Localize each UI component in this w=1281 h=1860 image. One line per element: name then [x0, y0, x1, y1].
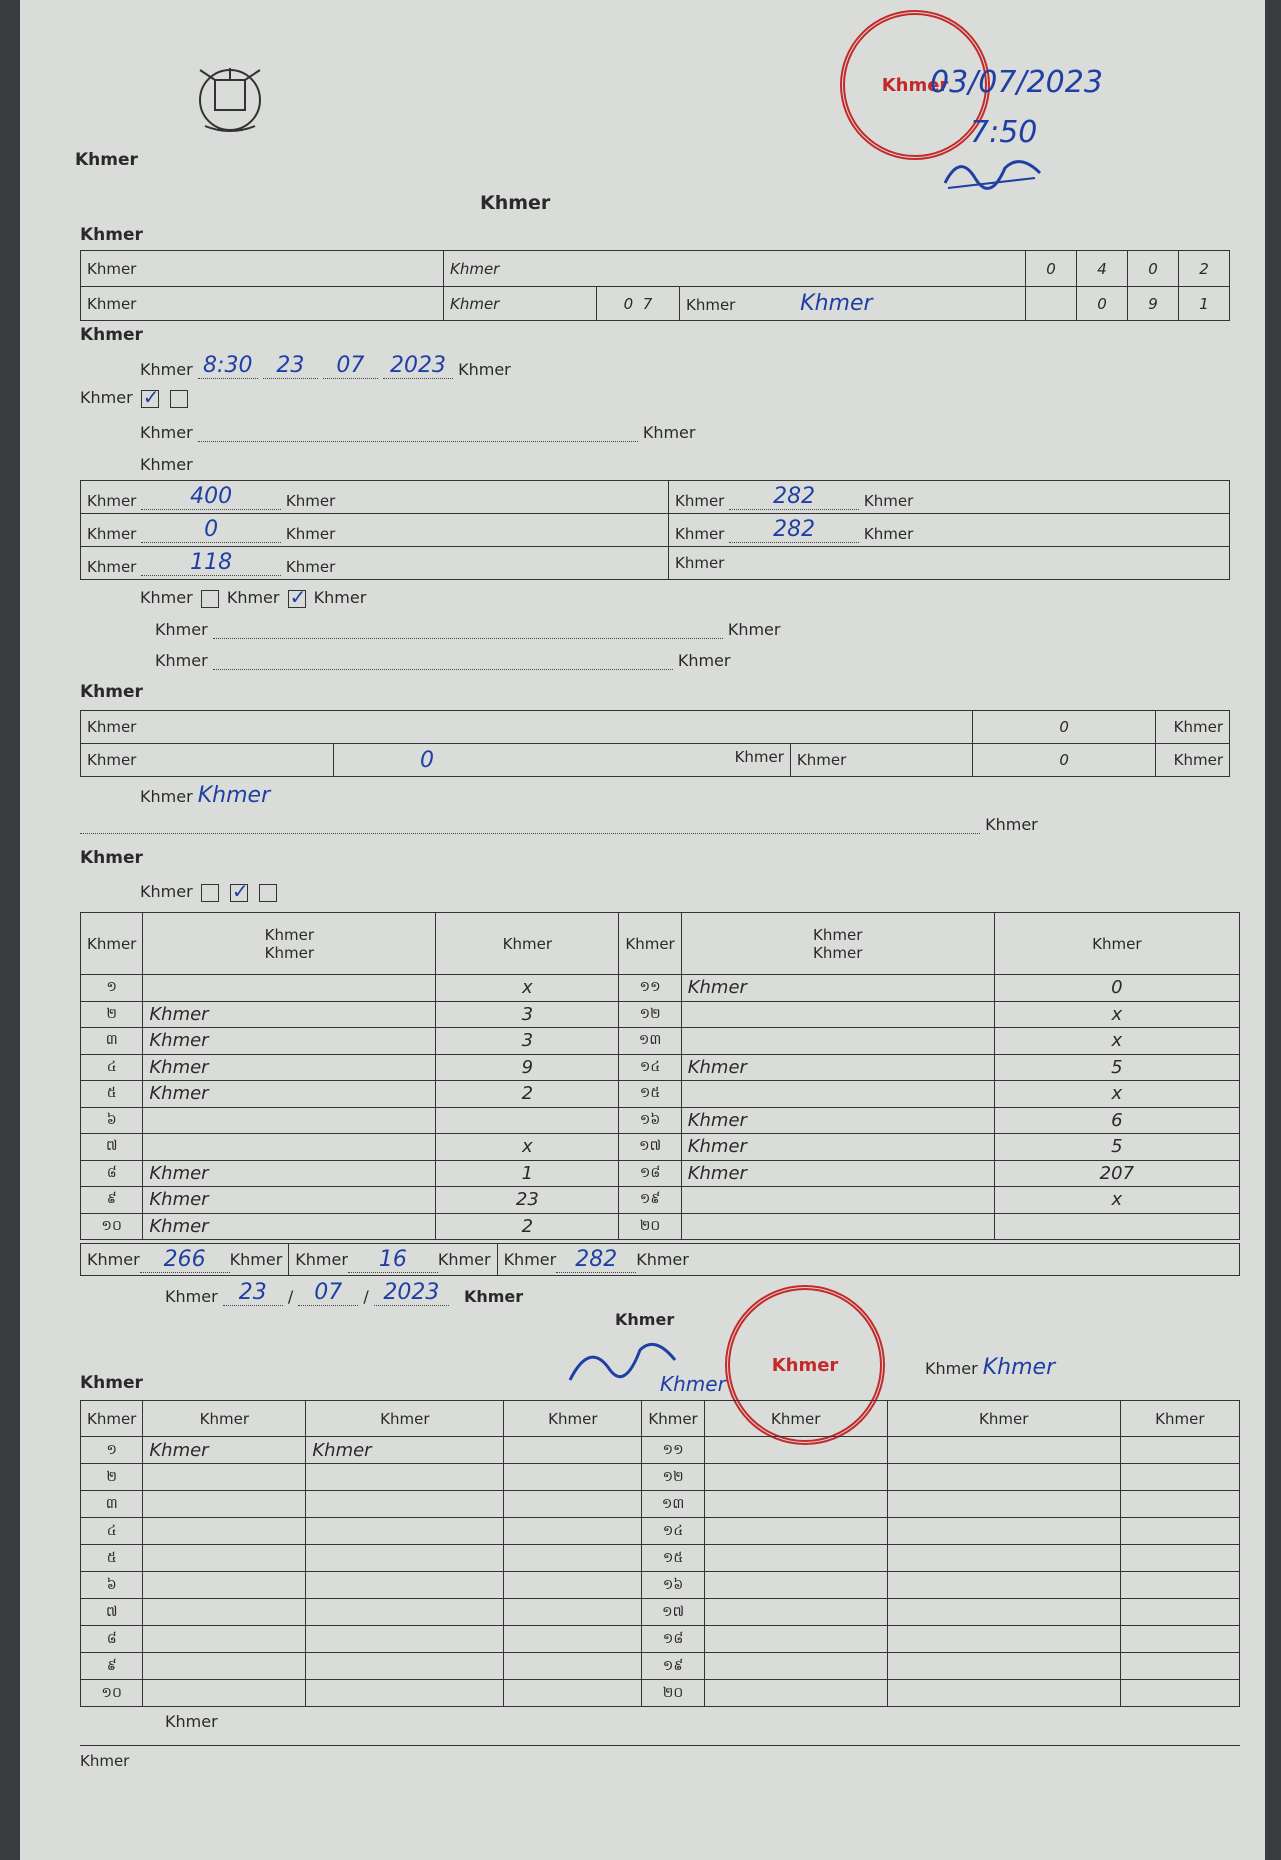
party-votes: x [994, 1187, 1239, 1214]
witness-name [704, 1437, 887, 1464]
witness-party: Khmer [306, 1437, 504, 1464]
witness-party [887, 1545, 1120, 1572]
unit-label: Khmer [1156, 744, 1230, 777]
party-name: Khmer [143, 1001, 436, 1028]
col-sign-header: Khmer [504, 1401, 642, 1437]
ballots-in-box: Khmer 282 Khmer [669, 514, 1230, 547]
row-number: ១១ [619, 975, 681, 1002]
row-number: ៣ [81, 1491, 143, 1518]
party-name: Khmer [143, 1028, 436, 1055]
one-sheet-checkbox[interactable] [201, 884, 219, 902]
table-row [81, 1160, 1240, 1187]
section2-bullet2: Khmer Khmer [155, 651, 731, 670]
box-total: 282 [556, 1247, 636, 1273]
witness-signature [504, 1464, 642, 1491]
party-votes: 5 [994, 1054, 1239, 1081]
party-name [681, 1028, 994, 1055]
section3-note: Khmer Khmer [140, 783, 271, 808]
witness-party [887, 1437, 1120, 1464]
spoiled-ballots: Khmer 0 Khmer [81, 514, 669, 547]
three-sheet-checkbox[interactable] [259, 884, 277, 902]
row-number: ៥ [81, 1545, 143, 1572]
witness-party [887, 1680, 1120, 1707]
witness-name [143, 1491, 306, 1518]
col-no-header: Khmer [642, 1401, 704, 1437]
witness-name [704, 1464, 887, 1491]
section2-title: Khmer [80, 325, 143, 345]
received-ballots: Khmer 400 Khmer [81, 481, 669, 514]
witness-name [143, 1464, 306, 1491]
section3-title: Khmer [80, 682, 143, 702]
complaints-table [80, 710, 1230, 777]
row-number: ១៣ [642, 1491, 704, 1518]
party-votes: 2 [436, 1213, 619, 1240]
table-row [81, 1572, 1240, 1599]
official-seal-bottom: Khmer [725, 1285, 885, 1445]
witness-signature [1120, 1491, 1239, 1518]
party-name: Khmer [143, 1187, 436, 1214]
table-row [81, 1626, 1240, 1653]
row-number: ៨ [81, 1626, 143, 1653]
code-digit: 0 [1026, 251, 1077, 287]
row-number: ៣ [81, 1028, 143, 1055]
party-name [143, 975, 436, 1002]
table-row [81, 1491, 1240, 1518]
row-number: ១៨ [619, 1160, 681, 1187]
party-name [143, 1134, 436, 1161]
witness-party [306, 1653, 504, 1680]
code-digit: 0 [1077, 287, 1128, 321]
polling-station-value: Khmer [444, 251, 1026, 287]
party-votes: 1 [436, 1160, 619, 1187]
witness-name [704, 1572, 887, 1599]
code-digit: 2 [1179, 251, 1230, 287]
row-number: ១ [81, 1437, 143, 1464]
footer-note: Khmer [165, 1712, 218, 1731]
province-code: 0 7 [597, 287, 680, 321]
party-votes: x [994, 1028, 1239, 1055]
stamp-date: 03/07/2023 [930, 65, 1103, 100]
section2-line4: Khmer [140, 455, 193, 474]
party-name: Khmer [681, 1160, 994, 1187]
party-name: Khmer [681, 975, 994, 1002]
witness-party [306, 1680, 504, 1707]
witness-table [80, 1400, 1240, 1707]
witness-party [887, 1626, 1120, 1653]
no-difference-checkbox[interactable] [288, 590, 306, 608]
witness-signature [504, 1437, 642, 1464]
col-party-header: Khmer [306, 1401, 504, 1437]
witness-name [704, 1599, 887, 1626]
table-row [81, 1464, 1240, 1491]
row-number: ២ [81, 1001, 143, 1028]
witness-party [306, 1599, 504, 1626]
formula: Khmer [669, 547, 1230, 580]
col-party-header: Khmer Khmer [143, 913, 436, 975]
party-name: Khmer [143, 1213, 436, 1240]
table-row [81, 1107, 1240, 1134]
table-row [81, 1081, 1240, 1108]
row-number: ៤ [81, 1518, 143, 1545]
witness-name [704, 1545, 887, 1572]
ballot-count-table [80, 480, 1230, 580]
row-number: ៧ [81, 1134, 143, 1161]
witness-party [887, 1491, 1120, 1518]
secretary-line: Khmer Khmer [925, 1355, 1056, 1380]
section4-title: Khmer [80, 848, 143, 868]
table-row [81, 1518, 1240, 1545]
witness-signature [1120, 1437, 1239, 1464]
witness-party [306, 1626, 504, 1653]
party-votes [436, 1107, 619, 1134]
witness-party [306, 1545, 504, 1572]
col-party-header: Khmer [887, 1401, 1120, 1437]
invalid-total: 16 [348, 1247, 438, 1273]
witness-name [704, 1626, 887, 1653]
col-name-header: Khmer [143, 1401, 306, 1437]
witness-signature [1120, 1464, 1239, 1491]
row-number: ២ [81, 1464, 143, 1491]
row-number: ២០ [619, 1213, 681, 1240]
table-row [81, 1001, 1240, 1028]
table-row [81, 1599, 1240, 1626]
witness-signature [1120, 1653, 1239, 1680]
row-number: ១ [81, 975, 143, 1002]
row-number: ១០ [81, 1213, 143, 1240]
witness-signature [1120, 1545, 1239, 1572]
col-no-header: Khmer [81, 1401, 143, 1437]
party-name [681, 1187, 994, 1214]
row-number: ១៩ [619, 1187, 681, 1214]
row-number: ៩ [81, 1187, 143, 1214]
unused-ballots: Khmer 118 Khmer [81, 547, 669, 580]
signature-top [940, 148, 1050, 193]
table-row [81, 1213, 1240, 1240]
witness-signature [504, 1572, 642, 1599]
row-number: ១៥ [642, 1545, 704, 1572]
witness-signature [504, 1626, 642, 1653]
witness-signature [504, 1491, 642, 1518]
witness-name: Khmer [143, 1437, 306, 1464]
resolved-label: Khmer [81, 744, 334, 777]
row-number: ៩ [81, 1653, 143, 1680]
witness-signature [504, 1653, 642, 1680]
results-table [80, 912, 1240, 1240]
table-row [81, 1028, 1240, 1055]
section2-bullet1: Khmer Khmer [155, 620, 781, 639]
witness-name [143, 1545, 306, 1572]
col-votes-header: Khmer [994, 913, 1239, 975]
party-name [681, 1001, 994, 1028]
table-row [81, 1437, 1240, 1464]
table-row [81, 1545, 1240, 1572]
section4-intro: Khmer ✓ [140, 882, 280, 902]
party-votes: x [994, 1001, 1239, 1028]
party-votes: x [994, 1081, 1239, 1108]
row-number: ៤ [81, 1054, 143, 1081]
table-row [81, 975, 1240, 1002]
polling-station-label: Khmer [81, 251, 444, 287]
party-name: Khmer [143, 1081, 436, 1108]
valid-total: 266 [140, 1247, 230, 1273]
section5-title: Khmer [80, 1373, 143, 1393]
witness-name [704, 1518, 887, 1545]
section1-title: Khmer [80, 225, 143, 245]
row-number: ១៨ [642, 1626, 704, 1653]
row-number: ៥ [81, 1081, 143, 1108]
witness-signature [1120, 1626, 1239, 1653]
witness-party [306, 1518, 504, 1545]
party-votes [994, 1213, 1239, 1240]
two-sheet-checkbox[interactable] [230, 884, 248, 902]
chair-name: Khmer [660, 1372, 726, 1396]
party-name: Khmer [143, 1160, 436, 1187]
table-row [81, 1054, 1240, 1081]
province-label: Khmer [81, 287, 444, 321]
row-number: ១៦ [619, 1107, 681, 1134]
official-seal-top: Khmer [840, 10, 990, 160]
stamp-time: 7:50 [970, 115, 1038, 150]
party-votes: 23 [436, 1187, 619, 1214]
party-votes: 3 [436, 1028, 619, 1055]
complaints-value: 0 [973, 711, 1156, 744]
party-name: Khmer [681, 1107, 994, 1134]
witness-signature [504, 1518, 642, 1545]
row-number: ១១ [642, 1437, 704, 1464]
witness-name [143, 1518, 306, 1545]
witness-party [887, 1653, 1120, 1680]
code-digit: 0 [1128, 251, 1179, 287]
col-no-header: Khmer [81, 913, 143, 975]
appeals-value: 0 [973, 744, 1156, 777]
witness-name [143, 1653, 306, 1680]
row-number: ១២ [642, 1464, 704, 1491]
witness-name [704, 1653, 887, 1680]
party-votes: 2 [436, 1081, 619, 1108]
has-difference-checkbox[interactable] [201, 590, 219, 608]
row-number: ២០ [642, 1680, 704, 1707]
chair-label: Khmer [615, 1310, 675, 1329]
org-name: Khmer [75, 150, 138, 170]
witness-name [143, 1572, 306, 1599]
row-number: ១២ [619, 1001, 681, 1028]
witness-party [887, 1599, 1120, 1626]
row-number: ១៦ [642, 1572, 704, 1599]
party-votes: 0 [994, 975, 1239, 1002]
party-votes: 6 [994, 1107, 1239, 1134]
form-title: Khmer [480, 192, 551, 214]
complaints-label: Khmer [81, 711, 973, 744]
document-page [20, 0, 1265, 1860]
row-number: ៦ [81, 1572, 143, 1599]
witness-party [306, 1464, 504, 1491]
witness-name [704, 1491, 887, 1518]
province-value: Khmer [444, 287, 597, 321]
section2-line2: Khmer ✓ [80, 388, 191, 408]
witness-party [887, 1464, 1120, 1491]
commune-label: Khmer Khmer [680, 287, 1026, 321]
footer-divider [80, 1745, 1240, 1746]
party-votes: x [436, 975, 619, 1002]
row-number: ១៤ [642, 1518, 704, 1545]
witness-party [887, 1572, 1120, 1599]
emblem-icon [185, 58, 275, 136]
appeals-label: Khmer [790, 744, 972, 777]
row-number: ៦ [81, 1107, 143, 1134]
witness-signature [1120, 1518, 1239, 1545]
col-party-header: Khmer Khmer [681, 913, 994, 975]
party-votes: x [436, 1134, 619, 1161]
table-row [81, 1187, 1240, 1214]
col-votes-header: Khmer [436, 913, 619, 975]
table-row [81, 1653, 1240, 1680]
party-votes: 207 [994, 1160, 1239, 1187]
witness-signature [504, 1545, 642, 1572]
code-digit: 9 [1128, 287, 1179, 321]
witness-signature [1120, 1572, 1239, 1599]
totals-row: Khmer 266 Khmer Khmer 16 Khmer Khmer 282 Khmer [80, 1243, 1240, 1276]
bottom-note: Khmer [80, 1752, 130, 1770]
witness-name [143, 1626, 306, 1653]
unit-label: Khmer [1156, 711, 1230, 744]
party-name [143, 1107, 436, 1134]
row-number: ១៧ [642, 1599, 704, 1626]
party-name [681, 1081, 994, 1108]
witness-name [143, 1599, 306, 1626]
party-votes: 5 [994, 1134, 1239, 1161]
row-number: ១០ [81, 1680, 143, 1707]
section2-after: Khmer Khmer ✓ Khmer [140, 588, 366, 608]
witness-party [887, 1518, 1120, 1545]
party-name [681, 1213, 994, 1240]
row-number: ១៧ [619, 1134, 681, 1161]
party-name: Khmer [681, 1054, 994, 1081]
col-name-header: Khmer [704, 1401, 887, 1437]
party-name: Khmer [681, 1134, 994, 1161]
section2-line3: Khmer Khmer [140, 423, 696, 442]
table-row [81, 1134, 1240, 1161]
row-number: ១៤ [619, 1054, 681, 1081]
row-number: ១៣ [619, 1028, 681, 1055]
witness-name [143, 1680, 306, 1707]
witness-signature [1120, 1599, 1239, 1626]
col-no-header: Khmer [619, 913, 681, 975]
different-checkbox[interactable] [170, 390, 188, 408]
date-line: Khmer 23 / 07 / 2023 Khmer [165, 1280, 524, 1306]
row-number: ១៥ [619, 1081, 681, 1108]
row-number: ៧ [81, 1599, 143, 1626]
party-votes: 3 [436, 1001, 619, 1028]
col-sign-header: Khmer [1120, 1401, 1239, 1437]
section1-table [80, 250, 1230, 321]
code-digit: 4 [1077, 251, 1128, 287]
witness-party [306, 1572, 504, 1599]
witness-signature [1120, 1680, 1239, 1707]
witness-signature [504, 1599, 642, 1626]
witness-party [306, 1491, 504, 1518]
row-number: ១៩ [642, 1653, 704, 1680]
same-checkbox[interactable] [141, 390, 159, 408]
witness-signature [504, 1680, 642, 1707]
code-digit: 1 [1179, 287, 1230, 321]
section2-line1: Khmer 8:30 23 07 2023 Khmer [140, 353, 511, 379]
witness-name [704, 1680, 887, 1707]
row-number: ៨ [81, 1160, 143, 1187]
party-name: Khmer [143, 1054, 436, 1081]
section3-fill: Khmer [80, 815, 1038, 834]
table-row [81, 1680, 1240, 1707]
resolved-value: 0 Khmer [334, 744, 791, 777]
party-votes: 9 [436, 1054, 619, 1081]
voters-voted: Khmer 282 Khmer [669, 481, 1230, 514]
